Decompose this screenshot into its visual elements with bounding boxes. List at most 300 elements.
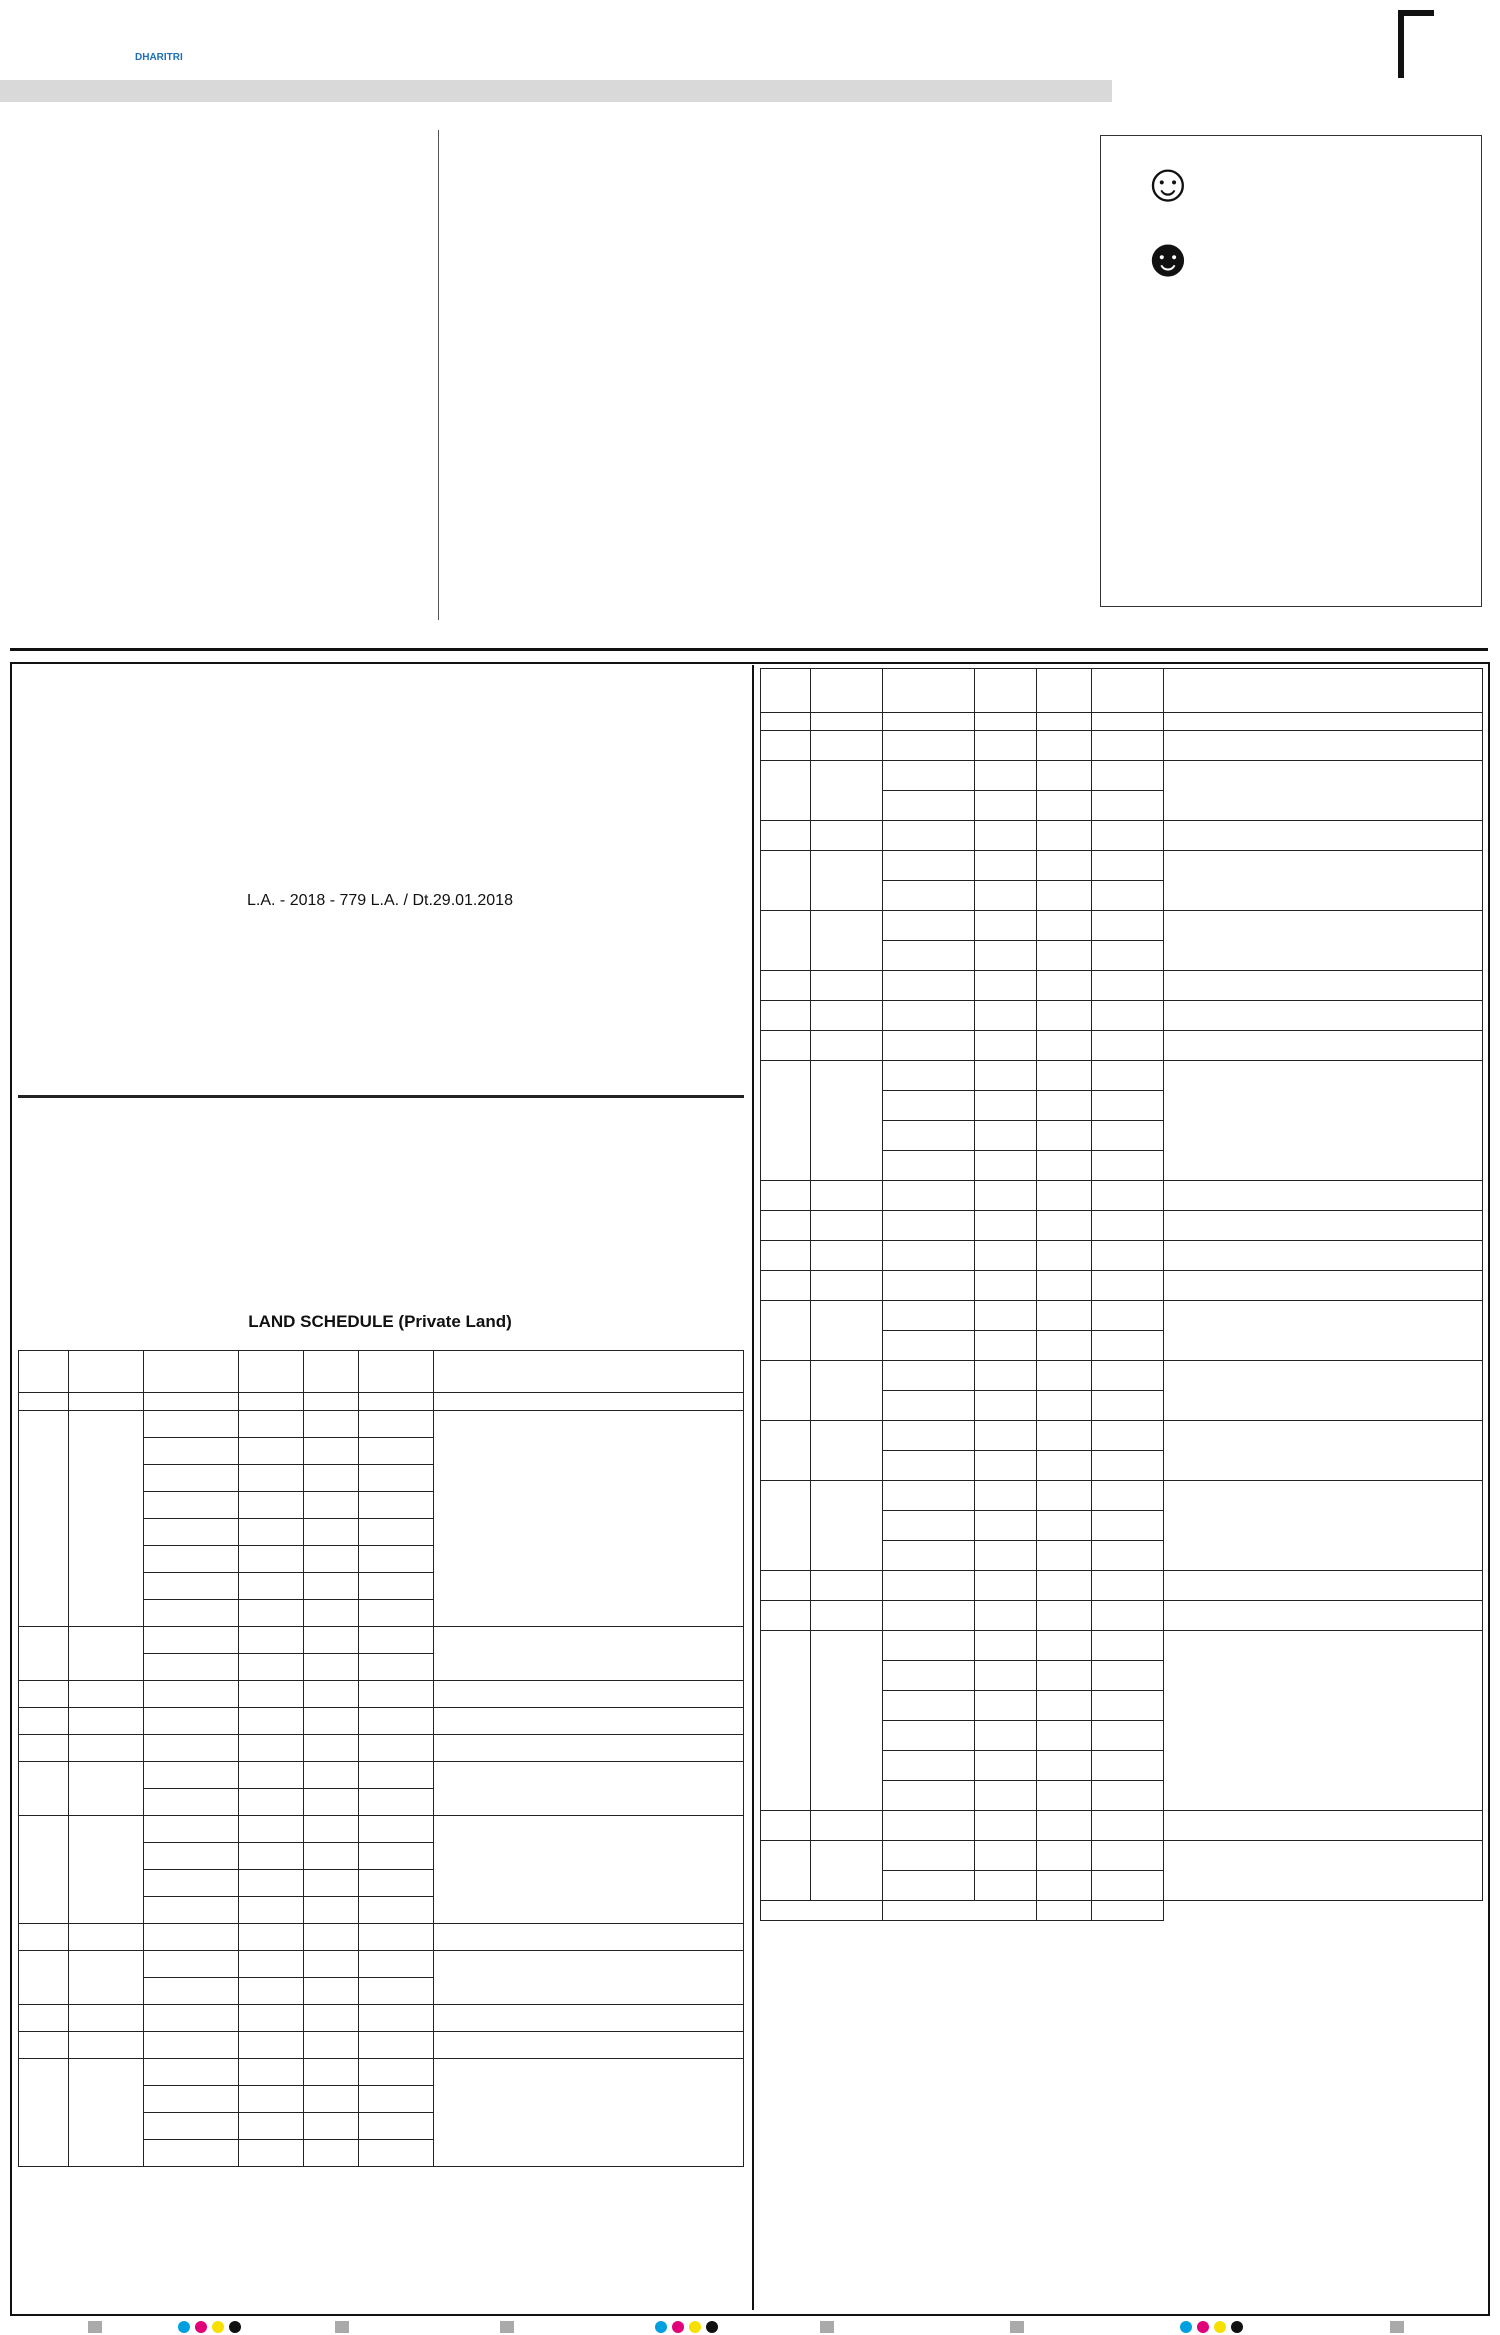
acquired-area-cell bbox=[1092, 1451, 1164, 1481]
khata-cell bbox=[69, 1924, 144, 1951]
kisam-cell bbox=[975, 1331, 1037, 1361]
notice-reference-number: L.A. - 2018 - 779 L.A. / Dt.29.01.2018 bbox=[247, 892, 513, 909]
kisam-cell bbox=[975, 1061, 1037, 1091]
col-number bbox=[144, 1393, 239, 1411]
kisam-cell bbox=[239, 1870, 304, 1897]
table-number-row bbox=[761, 713, 1483, 731]
serial-cell bbox=[761, 761, 811, 821]
acquired-area-cell bbox=[1092, 761, 1164, 791]
area-cell bbox=[304, 1708, 359, 1735]
owner-cell bbox=[434, 2059, 744, 2167]
serial-cell bbox=[761, 971, 811, 1001]
table-row bbox=[761, 731, 1483, 761]
acquired-area-cell bbox=[1092, 791, 1164, 821]
kisam-cell bbox=[239, 1492, 304, 1519]
summary-cell bbox=[561, 1097, 651, 1098]
kisam-cell bbox=[239, 1573, 304, 1600]
plot-cell bbox=[883, 1271, 975, 1301]
acquired-area-cell bbox=[1092, 1091, 1164, 1121]
kisam-cell bbox=[975, 1871, 1037, 1901]
khata-cell bbox=[811, 851, 883, 911]
table-row bbox=[761, 971, 1483, 1001]
kisam-cell bbox=[975, 851, 1037, 881]
kisam-cell bbox=[975, 1151, 1037, 1181]
acquired-area-cell bbox=[1092, 851, 1164, 881]
serial-cell bbox=[761, 1031, 811, 1061]
plot-cell bbox=[883, 731, 975, 761]
khata-cell bbox=[811, 1601, 883, 1631]
totals-khata bbox=[761, 1901, 883, 1921]
cyan-dot bbox=[178, 2321, 190, 2333]
table-row bbox=[761, 1811, 1483, 1841]
table-row bbox=[761, 1211, 1483, 1241]
owner-cell bbox=[434, 1708, 744, 1735]
col-header-kisam bbox=[975, 669, 1037, 713]
khata-cell bbox=[69, 1735, 144, 1762]
kisam-cell bbox=[239, 1708, 304, 1735]
acquired-area-cell bbox=[1092, 1271, 1164, 1301]
acquired-area-cell bbox=[1092, 1541, 1164, 1571]
table-row bbox=[19, 2032, 744, 2059]
area-cell bbox=[304, 1978, 359, 2005]
khata-cell bbox=[811, 1031, 883, 1061]
section-divider bbox=[10, 648, 1488, 651]
kisam-cell bbox=[975, 1241, 1037, 1271]
kisam-cell bbox=[239, 1843, 304, 1870]
owner-cell bbox=[1164, 971, 1483, 1001]
kisam-cell bbox=[239, 1951, 304, 1978]
table-row bbox=[19, 2005, 744, 2032]
area-cell bbox=[304, 1789, 359, 1816]
plot-cell bbox=[144, 1546, 239, 1573]
kisam-cell bbox=[975, 941, 1037, 971]
area-cell bbox=[304, 1735, 359, 1762]
plot-cell bbox=[883, 1511, 975, 1541]
serial-cell bbox=[19, 1708, 69, 1735]
kisam-cell bbox=[239, 1897, 304, 1924]
grey-swatch bbox=[820, 2321, 834, 2333]
area-cell bbox=[1037, 1091, 1092, 1121]
plot-cell bbox=[144, 2113, 239, 2140]
owner-cell bbox=[1164, 1031, 1483, 1061]
notice-center-divider bbox=[752, 665, 754, 2310]
area-cell bbox=[1037, 1601, 1092, 1631]
area-cell bbox=[304, 1681, 359, 1708]
col-header-area bbox=[1037, 669, 1092, 713]
serial-cell bbox=[19, 1762, 69, 1816]
khata-cell bbox=[69, 2005, 144, 2032]
area-cell bbox=[1037, 1001, 1092, 1031]
owner-cell bbox=[1164, 1631, 1483, 1811]
table-row bbox=[761, 1631, 1483, 1661]
acquired-area-cell bbox=[1092, 1031, 1164, 1061]
plot-cell bbox=[883, 1631, 975, 1661]
magenta-dot bbox=[672, 2321, 684, 2333]
area-cell bbox=[1037, 1691, 1092, 1721]
area-cell bbox=[304, 1492, 359, 1519]
acquired-area-cell bbox=[1092, 1241, 1164, 1271]
col-header-owner bbox=[434, 1351, 744, 1393]
col-number bbox=[239, 1393, 304, 1411]
acquired-area-cell bbox=[359, 1627, 434, 1654]
plot-cell bbox=[883, 1181, 975, 1211]
area-cell bbox=[304, 1924, 359, 1951]
kisam-cell bbox=[239, 1735, 304, 1762]
table-row bbox=[761, 761, 1483, 791]
summary-cell bbox=[421, 1097, 481, 1098]
area-cell bbox=[304, 1897, 359, 1924]
table-row bbox=[761, 821, 1483, 851]
serial-cell bbox=[19, 1816, 69, 1924]
area-cell bbox=[1037, 1841, 1092, 1871]
acquired-area-cell bbox=[359, 2086, 434, 2113]
kisam-cell bbox=[975, 1691, 1037, 1721]
plot-cell bbox=[144, 1951, 239, 1978]
page-number-mark bbox=[1398, 10, 1434, 78]
table-row bbox=[761, 1841, 1483, 1871]
khata-cell bbox=[811, 1361, 883, 1421]
dateline-bar bbox=[0, 80, 1112, 102]
summary-cell bbox=[161, 1097, 241, 1098]
kisam-cell bbox=[975, 911, 1037, 941]
kisam-cell bbox=[975, 1841, 1037, 1871]
area-cell bbox=[304, 1627, 359, 1654]
acquired-area-cell bbox=[1092, 1301, 1164, 1331]
table-row bbox=[19, 1627, 744, 1654]
plot-cell bbox=[883, 1661, 975, 1691]
area-cell bbox=[1037, 761, 1092, 791]
summary-cell bbox=[81, 1097, 161, 1098]
khata-cell bbox=[69, 1411, 144, 1627]
kisam-cell bbox=[239, 1411, 304, 1438]
area-cell bbox=[304, 1870, 359, 1897]
col-header-khata bbox=[811, 669, 883, 713]
area-cell bbox=[1037, 1271, 1092, 1301]
plot-cell bbox=[144, 1924, 239, 1951]
owner-cell bbox=[1164, 1181, 1483, 1211]
story3-column-1 bbox=[447, 440, 765, 618]
plot-cell bbox=[883, 941, 975, 971]
col-header-serial bbox=[761, 669, 811, 713]
table-header-row bbox=[19, 1351, 744, 1393]
area-cell bbox=[304, 2113, 359, 2140]
owner-cell bbox=[1164, 1241, 1483, 1271]
acquired-area-cell bbox=[1092, 1631, 1164, 1661]
col-header-serial bbox=[19, 1351, 69, 1393]
acquired-area-cell bbox=[359, 2113, 434, 2140]
kisam-cell bbox=[975, 1391, 1037, 1421]
table-row bbox=[19, 1411, 744, 1438]
area-cell bbox=[1037, 1481, 1092, 1511]
khata-cell bbox=[69, 2059, 144, 2167]
acquired-area-cell bbox=[1092, 1481, 1164, 1511]
plot-cell bbox=[883, 911, 975, 941]
grey-swatch bbox=[88, 2321, 102, 2333]
acquired-area-cell bbox=[359, 1924, 434, 1951]
kisam-cell bbox=[239, 2140, 304, 2167]
summary-cell bbox=[19, 1097, 81, 1098]
kisam-cell bbox=[975, 731, 1037, 761]
kisam-cell bbox=[239, 1465, 304, 1492]
area-cell bbox=[1037, 1121, 1092, 1151]
acquired-area-cell bbox=[1092, 1871, 1164, 1901]
area-cell bbox=[1037, 941, 1092, 971]
area-cell bbox=[1037, 1511, 1092, 1541]
plot-cell bbox=[883, 1841, 975, 1871]
serial-cell bbox=[19, 1924, 69, 1951]
khata-cell bbox=[811, 1631, 883, 1811]
serial-cell bbox=[19, 1627, 69, 1681]
plot-cell bbox=[883, 1211, 975, 1241]
plot-cell bbox=[144, 1762, 239, 1789]
khata-cell bbox=[69, 1708, 144, 1735]
acquired-area-cell bbox=[359, 1762, 434, 1789]
kisam-cell bbox=[239, 1519, 304, 1546]
black-dot bbox=[229, 2321, 241, 2333]
magenta-dot bbox=[1197, 2321, 1209, 2333]
owner-cell bbox=[434, 1816, 744, 1924]
acquired-area-cell bbox=[1092, 1811, 1164, 1841]
summary-cell bbox=[361, 1097, 421, 1098]
kisam-cell bbox=[239, 1654, 304, 1681]
kisam-cell bbox=[239, 1438, 304, 1465]
kisam-cell bbox=[975, 1481, 1037, 1511]
khata-cell bbox=[69, 1816, 144, 1924]
notice-preamble bbox=[18, 915, 743, 916]
kisam-cell bbox=[975, 971, 1037, 1001]
plot-cell bbox=[144, 1438, 239, 1465]
col-header-acq-area bbox=[359, 1351, 434, 1393]
plot-cell bbox=[144, 1843, 239, 1870]
cyan-dot bbox=[1180, 2321, 1192, 2333]
khata-cell bbox=[811, 971, 883, 1001]
kisam-cell bbox=[239, 2005, 304, 2032]
serial-cell bbox=[761, 1241, 811, 1271]
col-number bbox=[1092, 713, 1164, 731]
khata-cell bbox=[811, 1241, 883, 1271]
col-number bbox=[69, 1393, 144, 1411]
plot-cell bbox=[144, 2032, 239, 2059]
plot-cell bbox=[883, 1721, 975, 1751]
area-cell bbox=[304, 2140, 359, 2167]
khata-cell bbox=[811, 731, 883, 761]
serial-cell bbox=[761, 1631, 811, 1811]
plot-cell bbox=[144, 1816, 239, 1843]
plot-cell bbox=[144, 1708, 239, 1735]
owner-cell bbox=[1164, 1301, 1483, 1361]
khata-cell bbox=[69, 1627, 144, 1681]
serial-cell bbox=[761, 1211, 811, 1241]
table-row bbox=[19, 1681, 744, 1708]
col-header-plot bbox=[144, 1351, 239, 1393]
plot-cell bbox=[883, 1811, 975, 1841]
serial-cell bbox=[19, 2005, 69, 2032]
table-row bbox=[761, 1601, 1483, 1631]
table-row bbox=[761, 1001, 1483, 1031]
plot-cell bbox=[883, 761, 975, 791]
table-row bbox=[761, 1421, 1483, 1451]
table-row bbox=[761, 911, 1483, 941]
kisam-cell bbox=[975, 1661, 1037, 1691]
plot-cell bbox=[883, 1871, 975, 1901]
col-number bbox=[434, 1393, 744, 1411]
area-cell bbox=[304, 1411, 359, 1438]
acquired-area-cell bbox=[359, 1978, 434, 2005]
owner-cell bbox=[1164, 1571, 1483, 1601]
acquired-area-cell bbox=[359, 1681, 434, 1708]
acquired-area-cell bbox=[1092, 731, 1164, 761]
acquired-area-cell bbox=[359, 1870, 434, 1897]
owner-cell bbox=[1164, 1061, 1483, 1181]
land-schedule-table-left bbox=[18, 1350, 744, 2167]
story1-column-1 bbox=[12, 315, 216, 615]
table-row bbox=[19, 1735, 744, 1762]
area-cell bbox=[1037, 1031, 1092, 1061]
totals-row bbox=[761, 1901, 1483, 1921]
plot-cell bbox=[883, 1781, 975, 1811]
area-cell bbox=[304, 1654, 359, 1681]
serial-cell bbox=[761, 1361, 811, 1421]
story3-column-2 bbox=[775, 418, 1090, 618]
owner-cell bbox=[434, 1951, 744, 2005]
table-row bbox=[19, 1762, 744, 1789]
acquired-area-cell bbox=[359, 2059, 434, 2086]
acquired-area-cell bbox=[1092, 1361, 1164, 1391]
serial-cell bbox=[761, 911, 811, 971]
plot-cell bbox=[883, 821, 975, 851]
area-cell bbox=[1037, 1751, 1092, 1781]
plot-cell bbox=[144, 2005, 239, 2032]
kisam-cell bbox=[975, 1271, 1037, 1301]
kisam-cell bbox=[975, 1511, 1037, 1541]
serial-cell bbox=[761, 1601, 811, 1631]
col-header-acq-area bbox=[1092, 669, 1164, 713]
table-row bbox=[19, 1924, 744, 1951]
owner-cell bbox=[1164, 761, 1483, 821]
plot-cell bbox=[144, 1627, 239, 1654]
print-registration-marks bbox=[0, 2318, 1500, 2335]
summary-cell bbox=[481, 1097, 561, 1098]
owner-cell bbox=[434, 1411, 744, 1627]
area-cell bbox=[1037, 1061, 1092, 1091]
table-row bbox=[19, 2059, 744, 2086]
serial-cell bbox=[761, 1841, 811, 1901]
totals-plot bbox=[883, 1901, 1037, 1921]
table-row bbox=[761, 1241, 1483, 1271]
khata-cell bbox=[811, 1271, 883, 1301]
kisam-cell bbox=[975, 1631, 1037, 1661]
area-cell bbox=[304, 2086, 359, 2113]
plot-cell bbox=[144, 1600, 239, 1627]
plot-cell bbox=[144, 1573, 239, 1600]
acquired-area-cell bbox=[359, 1789, 434, 1816]
acquired-area-cell bbox=[359, 2005, 434, 2032]
table-row bbox=[761, 1571, 1483, 1601]
area-cell bbox=[304, 2032, 359, 2059]
khata-cell bbox=[811, 1001, 883, 1031]
table-row bbox=[761, 851, 1483, 881]
logo-subtitle: DHARITRI bbox=[135, 52, 183, 63]
plot-cell bbox=[883, 971, 975, 1001]
serial-cell bbox=[761, 1571, 811, 1601]
acquired-area-cell bbox=[1092, 1151, 1164, 1181]
acquired-area-cell bbox=[359, 1519, 434, 1546]
col-number bbox=[883, 713, 975, 731]
acquired-area-cell bbox=[1092, 971, 1164, 1001]
kisam-cell bbox=[239, 1978, 304, 2005]
plot-cell bbox=[883, 1451, 975, 1481]
kisam-cell bbox=[975, 1301, 1037, 1331]
acquired-area-cell bbox=[359, 1951, 434, 1978]
acquired-area-cell bbox=[359, 2032, 434, 2059]
kisam-cell bbox=[975, 1571, 1037, 1601]
kisam-cell bbox=[975, 821, 1037, 851]
area-cell bbox=[1037, 1241, 1092, 1271]
plot-cell bbox=[883, 1331, 975, 1361]
kisam-cell bbox=[239, 1627, 304, 1654]
acquired-area-cell bbox=[1092, 1691, 1164, 1721]
plot-cell bbox=[883, 1301, 975, 1331]
acquired-area-cell bbox=[359, 1735, 434, 1762]
plot-cell bbox=[883, 1391, 975, 1421]
land-schedule-title: LAND SCHEDULE (Private Land) bbox=[248, 1312, 512, 1331]
area-cell bbox=[1037, 971, 1092, 1001]
owner-cell bbox=[434, 1924, 744, 1951]
acquired-area-cell bbox=[359, 1438, 434, 1465]
acquired-area-cell bbox=[1092, 1331, 1164, 1361]
grey-swatch bbox=[1010, 2321, 1024, 2333]
serial-cell bbox=[761, 1301, 811, 1361]
column-divider bbox=[438, 130, 439, 620]
col-header-khata bbox=[69, 1351, 144, 1393]
kisam-cell bbox=[975, 1541, 1037, 1571]
kisam-cell bbox=[975, 1031, 1037, 1061]
plot-cell bbox=[883, 1361, 975, 1391]
col-header-kisam bbox=[239, 1351, 304, 1393]
col-header-owner bbox=[1164, 669, 1483, 713]
area-cell bbox=[1037, 791, 1092, 821]
col-number bbox=[761, 713, 811, 731]
cyan-dot bbox=[655, 2321, 667, 2333]
khata-cell bbox=[69, 1762, 144, 1816]
owner-cell bbox=[1164, 1841, 1483, 1901]
table-row bbox=[19, 1708, 744, 1735]
area-cell bbox=[304, 2059, 359, 2086]
kisam-cell bbox=[975, 1781, 1037, 1811]
khata-cell bbox=[69, 2032, 144, 2059]
kisam-cell bbox=[975, 1211, 1037, 1241]
kisam-cell bbox=[239, 2059, 304, 2086]
kisam-cell bbox=[975, 1451, 1037, 1481]
serial-cell bbox=[19, 2032, 69, 2059]
area-cell bbox=[304, 1573, 359, 1600]
serial-cell bbox=[761, 1061, 811, 1181]
yellow-dot bbox=[1214, 2321, 1226, 2333]
khata-cell bbox=[811, 911, 883, 971]
kisam-cell bbox=[239, 2032, 304, 2059]
owner-cell bbox=[1164, 1421, 1483, 1481]
table-row bbox=[761, 1181, 1483, 1211]
serial-cell bbox=[761, 1181, 811, 1211]
kisam-cell bbox=[975, 1361, 1037, 1391]
area-cell bbox=[304, 2005, 359, 2032]
owner-cell bbox=[1164, 731, 1483, 761]
table-row bbox=[19, 1816, 744, 1843]
kisam-cell bbox=[975, 1601, 1037, 1631]
story1-column-2 bbox=[224, 315, 430, 615]
plot-cell bbox=[144, 1654, 239, 1681]
kisam-cell bbox=[975, 791, 1037, 821]
